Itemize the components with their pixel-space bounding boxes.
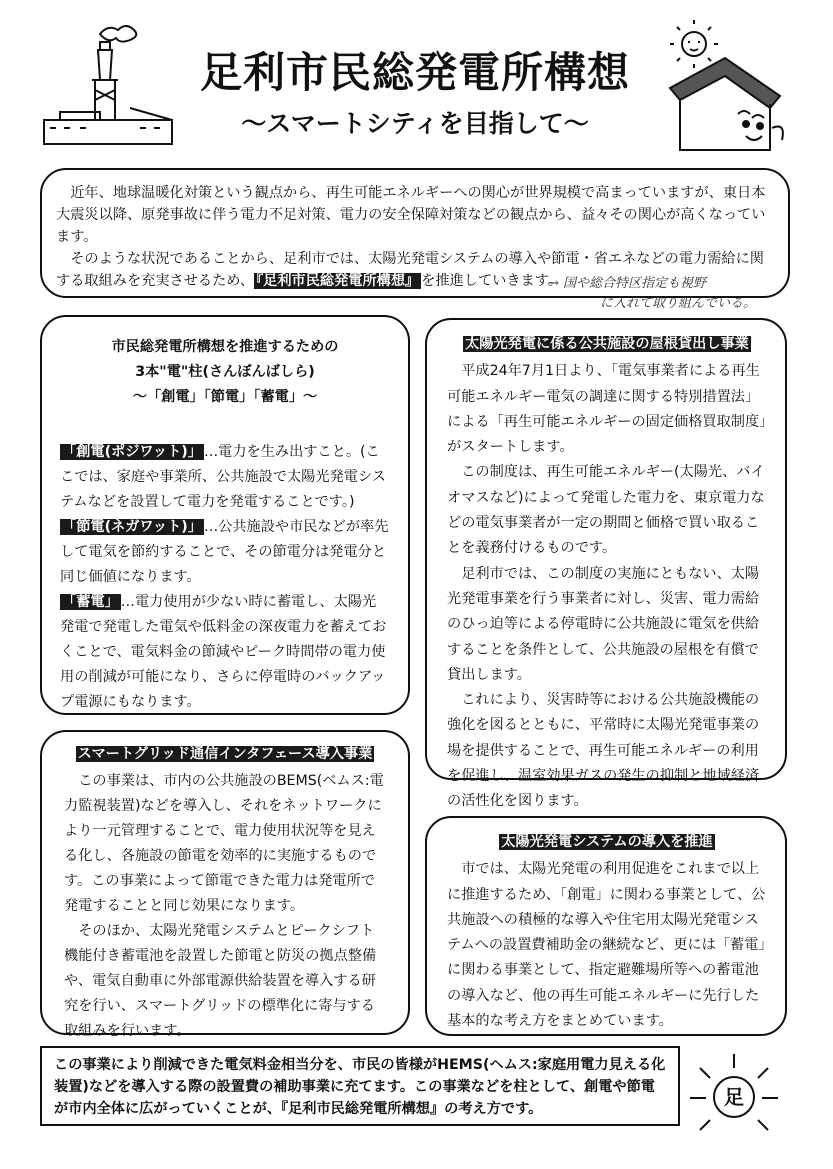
- pillar-souden: [60, 440, 390, 515]
- smartgrid-paragraph-2: そのほか、太陽光発電システムとピークシフト機能付き蓄電池を設置した節電と防災の拠点整備や、電気自動車に外部電源供給装置を導入する研究を行い、スマートグリッドの標準化に寄与する取組みを行います。: [64, 923, 377, 1039]
- pillar-chikuden-text: …電力使用が少ない時に蓄電し、太陽光発電で発電した電気や低料金の深夜電力を蓄えておくことで、電気料金の節減やピーク時間帯の電力使用の削減が可能になり、さらに停電時のバックアップ電源にもなります。: [60, 594, 387, 710]
- solar-heading: 太陽光発電システムの導入を推進: [501, 834, 713, 850]
- roof-paragraph-1: 平成24年7月1日より、「電気事業者による再生可能エネルギー電気の調達に関する特別措置法」による「再生可能エネルギーの固定価格買取制度」がスタートします。: [447, 363, 767, 456]
- intro-paragraph-2-text: そのような状況であることから、足利市では、太陽光発電システムの導入や節電・省エネなどの電力需給に関する取組みを充実させるため、: [56, 251, 764, 289]
- solar-paragraph-1: 市では、太陽光発電の利用促進をこれまで以上に推進するため、「創電」に関わる事業として、公共施設への積極的な導入や住宅用太陽光発電システムへの設置費補助金の継続など、更には「蓄電」に関わる事業として、指定避難場所等への蓄電池の導入など、他の再生可能エネルギーに先行した基本的な考え方をまとめています。: [447, 861, 766, 1030]
- pillar-chikuden-label: 「蓄電」: [62, 594, 119, 610]
- ashikaga-logo: 足: [713, 1076, 755, 1118]
- roof-paragraph-3: 足利市では、この制度の実施にともない、太陽光発電事業を行う事業者に対し、災害、電力需給のひっ迫等による停電時に公共施設に電気を供給することを条件として、公共施設の屋根を有償で貸出します。: [447, 565, 760, 683]
- smartgrid-box: [40, 730, 410, 1039]
- solar-promotion-box: [425, 816, 787, 1036]
- pillar-souden-label: 「創電(ポジワット)」: [62, 444, 202, 460]
- roof-paragraph-4: これにより、災害時等における公共施設機能の強化を図るとともに、平常時に太陽光発電事業の場を提供することで、再生可能エネルギーの利用を促進し、温室効果ガスの発生の抑制と地域経済の活性化を図ります。: [447, 692, 760, 810]
- roof-heading-wrap: [447, 332, 767, 357]
- pillars-heading-line-1: 市民総発電所構想を推進するための: [111, 339, 339, 355]
- smartgrid-heading-wrap: [64, 742, 386, 767]
- smartgrid-heading: スマートグリッド通信インタフェース導入事業: [77, 746, 373, 762]
- handwritten-note-line-1: → 国や総合特区指定も視野: [548, 276, 707, 291]
- pillar-setsuden: [60, 515, 390, 590]
- factory-illustration: [40, 20, 180, 150]
- smartgrid-paragraph-1: この事業は、市内の公共施設のBEMS(ベムス:電力監視装置)などを導入し、それをネットワークにより一元管理することで、電力使用状況等を見える化し、各施設の節電を効率的に実施するものです。この事業によって節電できた電力は発電所で発電することと同じ効果になります。: [64, 773, 384, 914]
- roof-heading: 太陽光発電に係る公共施設の屋根貸出し事業: [465, 336, 749, 352]
- intro-highlight: 『足利市民総発電所構想』: [256, 273, 420, 289]
- roof-rental-box: [425, 318, 787, 810]
- solar-heading-wrap: [447, 830, 767, 855]
- pillar-setsuden-text: …公共施設や市民などが率先して電気を節約することで、その節電分は発電分と同じ価値になります。: [60, 519, 389, 585]
- intro-paragraph-2-end: を推進していきます。: [421, 273, 562, 289]
- roof-paragraph-2: この制度は、再生可能エネルギー(太陽光、バイオマスなど)によって発電した電力を、東京電力などの電気事業者が一定の期間と価格で買い取ることを義務付けるものです。: [447, 464, 765, 557]
- house-sun-illustration: [650, 18, 800, 158]
- summary-box: [40, 1046, 680, 1126]
- pillars-heading: [60, 335, 390, 410]
- pillar-setsuden-label: 「節電(ネガワット)」: [62, 519, 202, 535]
- pillars-heading-line-2: 3本"電"柱(さんぼんばしら): [135, 364, 315, 380]
- handwritten-note-line-2: に入れて取り組んでいる。: [600, 296, 757, 311]
- pillar-souden-text: …電力を生み出すこと。(ここでは、家庭や事業所、公共施設で太陽光発電システムなどを設置して電力を発電することです。): [60, 444, 386, 510]
- pillars-heading-line-3: 〜「創電」「節電」「蓄電」〜: [132, 389, 318, 405]
- page-title: 足利市民総発電所構想: [199, 48, 630, 97]
- intro-paragraph-1: 近年、地球温暖化対策という観点から、再生可能エネルギーへの関心が世界規模で高まっていますが、東日本大震災以降、原発事故に伴う電力不足対策、電力の安全保障対策などの観点から、益々その関心が高くなっています。: [56, 185, 766, 245]
- pillar-chikuden: [60, 590, 390, 715]
- pillars-box: [40, 315, 410, 715]
- handwritten-note: [548, 274, 756, 314]
- summary-text: この事業により削減できた電気料金相当分を、市民の皆様がHEMS(ヘムス:家庭用電力見える化装置)などを導入する際の設置費の補助事業に充てます。この事業などを柱として、創電や節電が市内全体に広がっていくことが、『足利市民総発電所構想』の考え方です。: [54, 1057, 666, 1117]
- page-subtitle: 〜スマートシティを目指して〜: [241, 109, 589, 138]
